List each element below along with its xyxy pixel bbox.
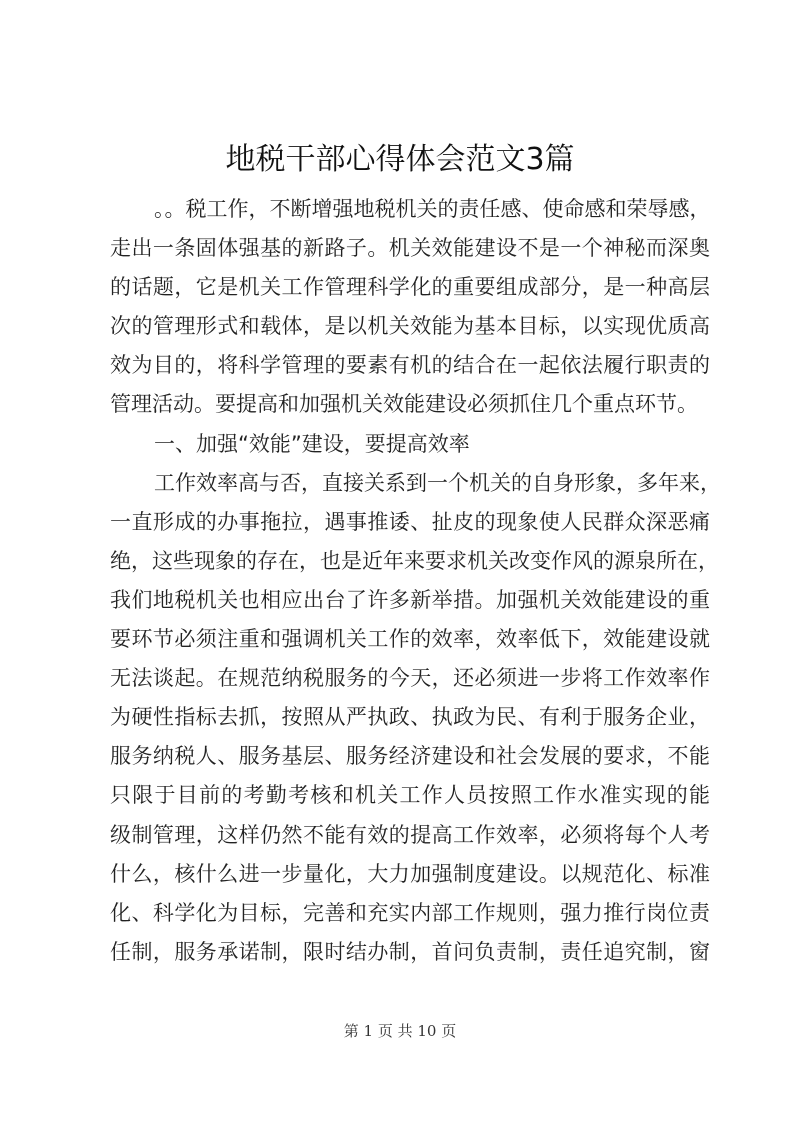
text-line: 次的管理形式和载体，是以机关效能为基本目标，以实现优质高 — [110, 314, 710, 339]
text-line: 。。税工作，不断增强地税机关的责任感、使命感和荣辱感， — [154, 197, 711, 221]
text-line: 一、加强“效能”建设，要提高效率 — [154, 431, 470, 456]
text-line: 效为目的，将科学管理的要素有机的结合在一起依法履行职责的 — [110, 353, 710, 378]
text-line: 化、科学化为目标，完善和充实内部工作规则，强力推行岗位责 — [110, 900, 710, 925]
text-line: 管理活动。要提高和加强机关效能建设必须抓住几个重点环节。 — [110, 392, 698, 417]
text-line: 我们地税机关也相应出台了许多新举措。加强机关效能建设的重 — [110, 587, 710, 612]
text-line: 只限于目前的考勤考核和机关工作人员按照工作水准实现的能 — [110, 783, 710, 808]
text-line: 要环节必须注重和强调机关工作的效率，效率低下，效能建设就 — [110, 627, 710, 652]
text-line: 为硬性指标去抓，按照从严执政、执政为民、有利于服务企业， — [110, 705, 710, 730]
text-line: 级制管理，这样仍然不能有效的提高工作效率，必须将每个人考 — [110, 822, 710, 847]
text-line: 一直形成的办事拖拉，遇事推诿、扯皮的现象使人民群众深恶痛 — [110, 509, 710, 534]
text-line: 的话题，它是机关工作管理科学化的重要组成部分，是一种高层 — [110, 275, 710, 300]
text-line: 绝，这些现象的存在，也是近年来要求机关改变作风的源泉所在， — [110, 548, 719, 573]
text-line: 无法谈起。在规范纳税服务的今天，还必须进一步将工作效率作 — [110, 666, 710, 691]
document-body — [110, 190, 721, 972]
text-line: 服务纳税人、服务基层、服务经济建设和社会发展的要求，不能 — [110, 744, 710, 769]
text-line: 任制，服务承诺制，限时结办制，首问负责制，责任追究制，窗 — [110, 939, 710, 964]
text-line: 什么，核什么进一步量化，大力加强制度建设。以规范化、标准 — [110, 861, 710, 886]
document-title: 地税干部心得体会范文3篇 — [225, 142, 575, 177]
page-number-footer: 第 1 页 共 10 页 — [343, 1022, 457, 1040]
text-line: 走出一条固体强基的新路子。机关效能建设不是一个神秘而深奥 — [110, 236, 710, 261]
text-line: 工作效率高与否，直接关系到一个机关的自身形象，多年来， — [154, 470, 721, 495]
